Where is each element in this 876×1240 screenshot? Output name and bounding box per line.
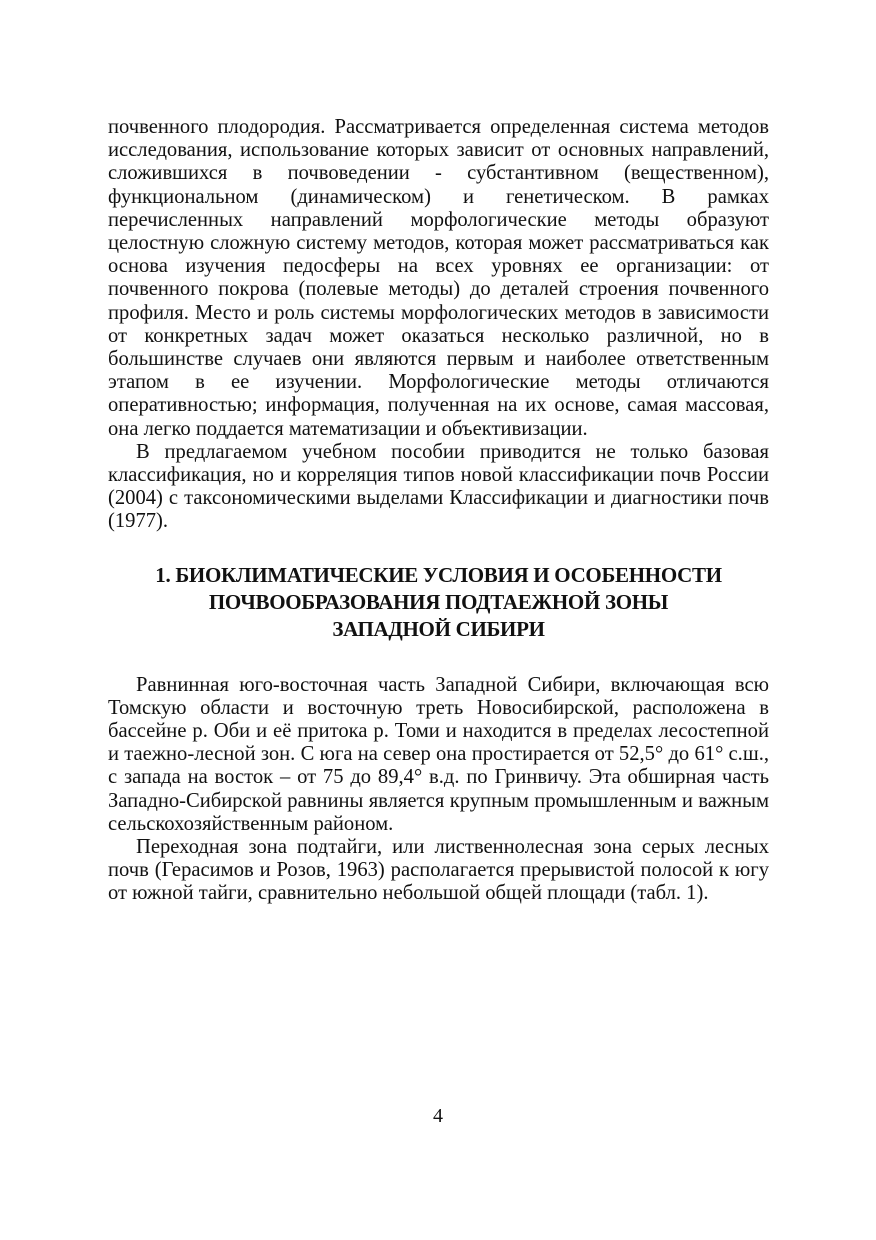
section-paragraph-1: Равнинная юго-восточная часть Западной Сибири, включающая всю Томскую области и восточную треть Новосибирской, расположена в бассейне р. Оби и её притока р. Томи и находится в пределах лесостепной и таежно-лесной зон. С юга на север она простирается от 52,5° до 61° с.ш., с запада на восток – от 75 до 89,4° в.д. по Гринвичу. Эта обширная часть Западно-Сибирской равнины является крупным промышленным и важным сельскохозяйственным районом. xyxy=(108,673,769,835)
section-paragraph-2: Переходная зона подтайги, или лиственнолесная зона серых лесных почв (Герасимов и Розов, 1963) располагается прерывистой полосой к югу от южной тайги, сравнительно небольшой общей площади (табл. 1). xyxy=(108,836,769,905)
section-heading-line-1: 1. БИОКЛИМАТИЧЕСКИЕ УСЛОВИЯ И ОСОБЕННОСТИ xyxy=(155,562,722,587)
section-heading-line-3: ЗАПАДНОЙ СИБИРИ xyxy=(332,616,545,641)
page-number: 4 xyxy=(433,1105,443,1127)
page-body xyxy=(108,116,769,906)
section-heading xyxy=(108,562,769,643)
intro-paragraph-1: почвенного плодородия. Рассматривается определенная система методов исследования, использование которых зависит от основных направлений, сложившихся в почвоведении - субстантивном (вещественном), функциональном (динамическом) и генетическом. В рамках перечисленных направлений морфологические методы образуют целостную сложную систему методов, которая может рассматриваться как основа изучения педосферы на всех уровнях ее организации: от почвенного покрова (полевые методы) до деталей строения почвенного профиля. Место и роль системы морфологических методов в зависимости от конкретных задач может оказаться несколько различной, но в большинстве случаев они являются первым и наиболее ответственным этапом в ее изучении. Морфологические методы отличаются оперативностью; информация, полученная на их основе, самая массовая, она легко поддается математизации и объективизации. xyxy=(108,116,769,440)
section-heading-line-2: ПОЧВООБРАЗОВАНИЯ ПОДТАЕЖНОЙ ЗОНЫ xyxy=(208,589,669,614)
intro-paragraph-2: В предлагаемом учебном пособии приводится не только базовая классификация, но и корреляция типов новой классификации почв России (2004) с таксономическими выделами Классификации и диагностики почв (1977). xyxy=(108,440,769,533)
